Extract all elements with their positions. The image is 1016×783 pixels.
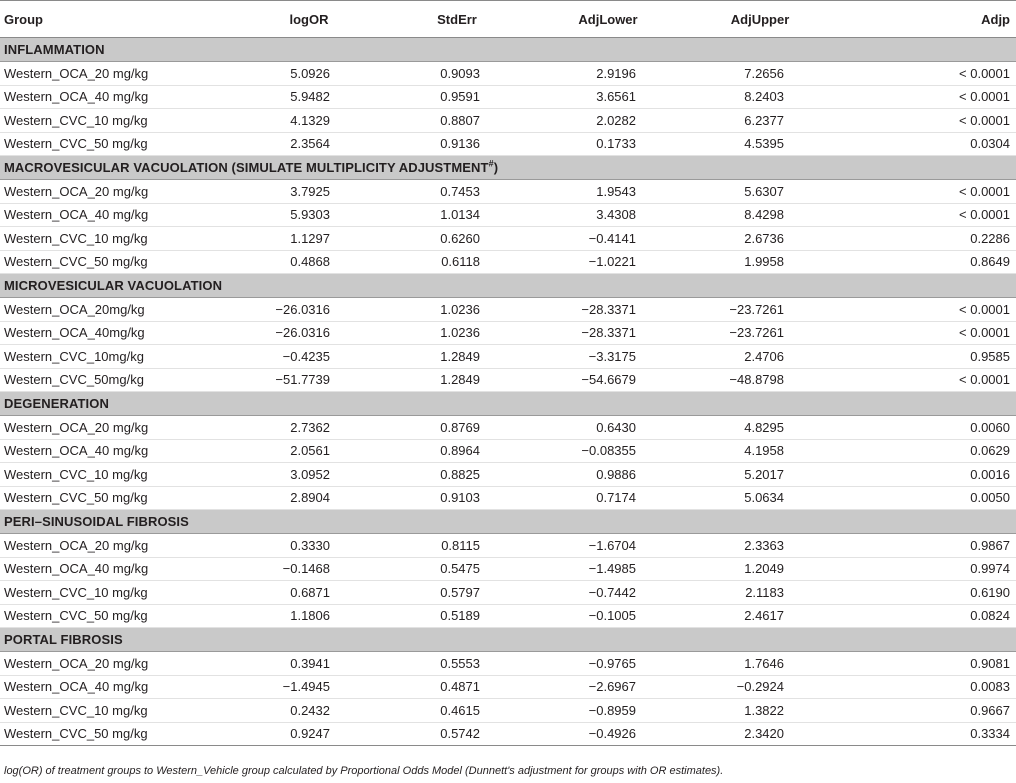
- section-header-row: [0, 392, 1016, 416]
- table-row: [0, 534, 1016, 558]
- table-row: [0, 227, 1016, 251]
- cell-adjp: < 0.0001: [836, 368, 1016, 392]
- cell-group: Western_CVC_50 mg/kg: [0, 486, 236, 510]
- cell-adjupper: −23.7261: [684, 321, 836, 345]
- table-body: [0, 38, 1016, 746]
- table-row: [0, 439, 1016, 463]
- cell-stderr: 0.6118: [382, 250, 532, 274]
- section-title-footnote-mark: #: [488, 158, 494, 169]
- cell-adjp: 0.0304: [836, 132, 1016, 156]
- cell-adjp: < 0.0001: [836, 203, 1016, 227]
- table-row: [0, 132, 1016, 156]
- cell-adjupper: 2.3420: [684, 722, 836, 746]
- cell-adjp: < 0.0001: [836, 180, 1016, 204]
- cell-stderr: 0.7453: [382, 180, 532, 204]
- cell-group: Western_CVC_10 mg/kg: [0, 227, 236, 251]
- header-adjp: Adjp: [836, 1, 1016, 38]
- cell-logor: −1.4945: [236, 675, 382, 699]
- cell-group: Western_CVC_50 mg/kg: [0, 132, 236, 156]
- header-adjupper: AdjUpper: [684, 1, 836, 38]
- cell-adjlower: −0.4926: [532, 722, 684, 746]
- cell-adjlower: −0.1005: [532, 604, 684, 628]
- cell-adjupper: 7.2656: [684, 62, 836, 86]
- cell-group: Western_CVC_50 mg/kg: [0, 604, 236, 628]
- cell-stderr: 0.5742: [382, 722, 532, 746]
- cell-stderr: 0.8825: [382, 463, 532, 487]
- cell-logor: 5.9303: [236, 203, 382, 227]
- cell-adjp: 0.0060: [836, 416, 1016, 440]
- cell-adjupper: 2.6736: [684, 227, 836, 251]
- cell-adjupper: 1.3822: [684, 699, 836, 723]
- cell-adjlower: 3.6561: [532, 85, 684, 109]
- cell-adjupper: 5.0634: [684, 486, 836, 510]
- cell-group: Western_OCA_20mg/kg: [0, 298, 236, 322]
- cell-logor: 2.3564: [236, 132, 382, 156]
- section-title: [0, 38, 1016, 62]
- table-row: [0, 368, 1016, 392]
- cell-group: Western_OCA_40 mg/kg: [0, 557, 236, 581]
- section-title-text: MICROVESICULAR VACUOLATION: [4, 278, 223, 293]
- cell-adjlower: 0.7174: [532, 486, 684, 510]
- cell-adjlower: 2.9196: [532, 62, 684, 86]
- cell-adjupper: 1.9958: [684, 250, 836, 274]
- cell-adjp: 0.0824: [836, 604, 1016, 628]
- cell-group: Western_OCA_40 mg/kg: [0, 439, 236, 463]
- table-row: [0, 604, 1016, 628]
- cell-adjlower: −28.3371: [532, 298, 684, 322]
- cell-adjlower: −3.3175: [532, 345, 684, 369]
- cell-adjlower: 0.9886: [532, 463, 684, 487]
- cell-adjp: 0.0050: [836, 486, 1016, 510]
- cell-adjupper: −0.2924: [684, 675, 836, 699]
- section-title: [0, 510, 1016, 534]
- cell-stderr: 0.9103: [382, 486, 532, 510]
- cell-adjlower: 0.6430: [532, 416, 684, 440]
- cell-stderr: 0.9136: [382, 132, 532, 156]
- section-title-text: PORTAL FIBROSIS: [4, 632, 123, 647]
- cell-logor: −0.4235: [236, 345, 382, 369]
- section-title-suffix: ): [493, 160, 499, 175]
- cell-adjp: 0.0629: [836, 439, 1016, 463]
- section-title: [0, 274, 1016, 298]
- table-row: [0, 699, 1016, 723]
- section-title: [0, 628, 1016, 652]
- cell-adjlower: −28.3371: [532, 321, 684, 345]
- cell-group: Western_OCA_20 mg/kg: [0, 534, 236, 558]
- cell-adjp: 0.3334: [836, 722, 1016, 746]
- cell-adjlower: −54.6679: [532, 368, 684, 392]
- cell-adjp: < 0.0001: [836, 85, 1016, 109]
- cell-adjlower: −0.8959: [532, 699, 684, 723]
- cell-adjp: 0.9081: [836, 652, 1016, 676]
- cell-stderr: 0.5797: [382, 581, 532, 605]
- cell-adjlower: −1.4985: [532, 557, 684, 581]
- cell-adjlower: 1.9543: [532, 180, 684, 204]
- cell-stderr: 1.0236: [382, 321, 532, 345]
- cell-adjupper: 8.4298: [684, 203, 836, 227]
- cell-adjp: 0.9585: [836, 345, 1016, 369]
- section-header-row: [0, 510, 1016, 534]
- cell-adjupper: 5.2017: [684, 463, 836, 487]
- cell-adjlower: 2.0282: [532, 109, 684, 133]
- cell-stderr: 0.5553: [382, 652, 532, 676]
- table-row: [0, 675, 1016, 699]
- header-row: [0, 1, 1016, 38]
- table-row: [0, 321, 1016, 345]
- cell-logor: −26.0316: [236, 298, 382, 322]
- cell-stderr: 0.8807: [382, 109, 532, 133]
- table-row: [0, 62, 1016, 86]
- cell-adjupper: 4.1958: [684, 439, 836, 463]
- cell-adjp: 0.9974: [836, 557, 1016, 581]
- cell-logor: 3.0952: [236, 463, 382, 487]
- cell-stderr: 0.5189: [382, 604, 532, 628]
- cell-stderr: 0.9093: [382, 62, 532, 86]
- cell-logor: −51.7739: [236, 368, 382, 392]
- cell-logor: 3.7925: [236, 180, 382, 204]
- cell-stderr: 0.4871: [382, 675, 532, 699]
- cell-logor: 5.0926: [236, 62, 382, 86]
- table-header: [0, 1, 1016, 38]
- cell-logor: 1.1806: [236, 604, 382, 628]
- cell-group: Western_CVC_10 mg/kg: [0, 699, 236, 723]
- section-title-text: MACROVESICULAR VACUOLATION (SIMULATE MULTIPLICITY ADJUSTMENT: [4, 160, 489, 175]
- cell-logor: 2.0561: [236, 439, 382, 463]
- header-logor: logOR: [236, 1, 382, 38]
- cell-logor: 0.6871: [236, 581, 382, 605]
- cell-stderr: 0.8769: [382, 416, 532, 440]
- cell-adjupper: 2.1183: [684, 581, 836, 605]
- cell-adjlower: −2.6967: [532, 675, 684, 699]
- cell-logor: 1.1297: [236, 227, 382, 251]
- cell-stderr: 1.0236: [382, 298, 532, 322]
- cell-adjlower: −1.0221: [532, 250, 684, 274]
- cell-stderr: 0.8115: [382, 534, 532, 558]
- section-title-text: PERI–SINUSOIDAL FIBROSIS: [4, 514, 189, 529]
- cell-adjp: 0.9667: [836, 699, 1016, 723]
- table-row: [0, 203, 1016, 227]
- table-footnote: log(OR) of treatment groups to Western_Vehicle group calculated by Proportional Odds Model (Dunnett's adjustment for groups with OR estimates).: [4, 765, 724, 777]
- section-header-row: [0, 156, 1016, 180]
- cell-adjupper: 8.2403: [684, 85, 836, 109]
- cell-stderr: 0.6260: [382, 227, 532, 251]
- table-row: [0, 109, 1016, 133]
- cell-logor: 0.3941: [236, 652, 382, 676]
- cell-adjp: 0.2286: [836, 227, 1016, 251]
- table-row: [0, 463, 1016, 487]
- cell-adjp: 0.9867: [836, 534, 1016, 558]
- cell-group: Western_OCA_20 mg/kg: [0, 652, 236, 676]
- cell-group: Western_CVC_50 mg/kg: [0, 722, 236, 746]
- cell-logor: −0.1468: [236, 557, 382, 581]
- cell-group: Western_OCA_20 mg/kg: [0, 180, 236, 204]
- cell-group: Western_CVC_10 mg/kg: [0, 581, 236, 605]
- cell-adjlower: −1.6704: [532, 534, 684, 558]
- cell-stderr: 1.2849: [382, 345, 532, 369]
- cell-adjupper: 2.4617: [684, 604, 836, 628]
- cell-adjp: 0.8649: [836, 250, 1016, 274]
- section-header-row: [0, 274, 1016, 298]
- cell-group: Western_OCA_20 mg/kg: [0, 416, 236, 440]
- cell-stderr: 0.5475: [382, 557, 532, 581]
- section-header-row: [0, 628, 1016, 652]
- cell-group: Western_OCA_40mg/kg: [0, 321, 236, 345]
- table-row: [0, 486, 1016, 510]
- cell-group: Western_CVC_10mg/kg: [0, 345, 236, 369]
- cell-adjupper: 6.2377: [684, 109, 836, 133]
- table-row: [0, 298, 1016, 322]
- cell-stderr: 0.9591: [382, 85, 532, 109]
- cell-logor: 0.4868: [236, 250, 382, 274]
- section-title: [0, 156, 1016, 180]
- table-row: [0, 652, 1016, 676]
- header-stderr: StdErr: [382, 1, 532, 38]
- cell-stderr: 0.4615: [382, 699, 532, 723]
- cell-group: Western_OCA_40 mg/kg: [0, 85, 236, 109]
- cell-adjp: 0.6190: [836, 581, 1016, 605]
- cell-group: Western_OCA_40 mg/kg: [0, 203, 236, 227]
- cell-group: Western_CVC_50 mg/kg: [0, 250, 236, 274]
- cell-group: Western_OCA_40 mg/kg: [0, 675, 236, 699]
- cell-adjupper: 4.8295: [684, 416, 836, 440]
- cell-stderr: 1.2849: [382, 368, 532, 392]
- cell-logor: −26.0316: [236, 321, 382, 345]
- cell-adjp: < 0.0001: [836, 298, 1016, 322]
- cell-logor: 4.1329: [236, 109, 382, 133]
- cell-adjupper: 4.5395: [684, 132, 836, 156]
- section-header-row: [0, 38, 1016, 62]
- cell-stderr: 0.8964: [382, 439, 532, 463]
- section-title: [0, 392, 1016, 416]
- header-adjlower: AdjLower: [532, 1, 684, 38]
- cell-adjlower: 0.1733: [532, 132, 684, 156]
- cell-adjp: 0.0083: [836, 675, 1016, 699]
- cell-adjupper: 1.2049: [684, 557, 836, 581]
- cell-adjupper: 1.7646: [684, 652, 836, 676]
- table-row: [0, 581, 1016, 605]
- cell-logor: 2.7362: [236, 416, 382, 440]
- cell-adjupper: 2.3363: [684, 534, 836, 558]
- cell-logor: 2.8904: [236, 486, 382, 510]
- cell-adjupper: 2.4706: [684, 345, 836, 369]
- section-title-text: DEGENERATION: [4, 396, 109, 411]
- cell-logor: 0.3330: [236, 534, 382, 558]
- cell-adjp: < 0.0001: [836, 62, 1016, 86]
- cell-group: Western_OCA_20 mg/kg: [0, 62, 236, 86]
- cell-adjlower: 3.4308: [532, 203, 684, 227]
- table-row: [0, 722, 1016, 746]
- cell-adjupper: −23.7261: [684, 298, 836, 322]
- cell-adjlower: −0.7442: [532, 581, 684, 605]
- section-title-text: INFLAMMATION: [4, 42, 105, 57]
- table-row: [0, 416, 1016, 440]
- cell-adjp: 0.0016: [836, 463, 1016, 487]
- cell-logor: 5.9482: [236, 85, 382, 109]
- table-row: [0, 180, 1016, 204]
- table-row: [0, 345, 1016, 369]
- cell-logor: 0.9247: [236, 722, 382, 746]
- table-row: [0, 85, 1016, 109]
- cell-adjlower: −0.4141: [532, 227, 684, 251]
- table-row: [0, 250, 1016, 274]
- cell-logor: 0.2432: [236, 699, 382, 723]
- cell-adjupper: −48.8798: [684, 368, 836, 392]
- cell-stderr: 1.0134: [382, 203, 532, 227]
- header-group: Group: [0, 1, 236, 38]
- cell-adjupper: 5.6307: [684, 180, 836, 204]
- cell-group: Western_CVC_10 mg/kg: [0, 109, 236, 133]
- cell-adjp: < 0.0001: [836, 321, 1016, 345]
- cell-adjlower: −0.08355: [532, 439, 684, 463]
- cell-group: Western_CVC_50mg/kg: [0, 368, 236, 392]
- table-row: [0, 557, 1016, 581]
- cell-adjp: < 0.0001: [836, 109, 1016, 133]
- cell-group: Western_CVC_10 mg/kg: [0, 463, 236, 487]
- cell-adjlower: −0.9765: [532, 652, 684, 676]
